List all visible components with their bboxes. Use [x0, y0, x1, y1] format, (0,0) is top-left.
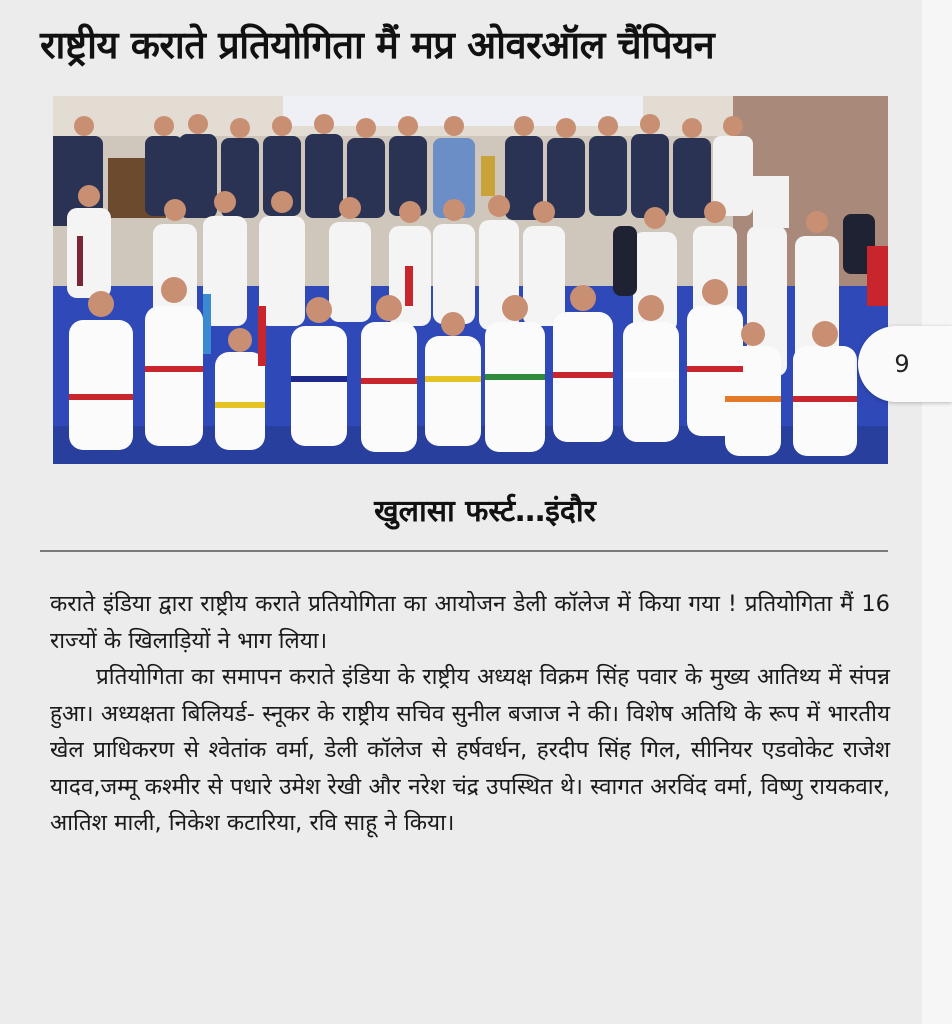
- dateline: खुलासा फर्स्ट…इंदौर: [374, 494, 596, 529]
- headline: राष्ट्रीय कराते प्रतियोगिता मैं मप्र ओवरऑल चैंपियन: [40, 23, 715, 67]
- divider: [40, 550, 888, 552]
- article-body: [50, 586, 890, 842]
- page-number-badge: [858, 326, 952, 402]
- group-photo: [53, 96, 888, 464]
- banner: [283, 96, 643, 126]
- margin-strip: [922, 0, 952, 1024]
- trophy: [481, 156, 495, 196]
- karate-team-photo: [53, 96, 888, 464]
- article-paragraph: कराते इंडिया द्वारा राष्ट्रीय कराते प्रतियोगिता का आयोजन डेली कॉलेज में किया गया ! प्रतियोगिता मैं 16 राज्यों के खिलाड़ियों ने भाग लिया।: [50, 591, 890, 654]
- page-number: 9: [894, 350, 910, 378]
- article-paragraph: प्रतियोगिता का समापन कराते इंडिया के राष्ट्रीय अध्यक्ष विक्रम सिंह पवार के मुख्य आतिथ्य में संपन्न हुआ। अध्यक्षता बिलियर्ड- स्नूकर के राष्ट्रीय सचिव सुनील बजाज ने की। विशेष अतिथि के रूप में भारतीय खेल प्राधिकरण से श्वेतांक वर्मा, डेली कॉलेज से हर्षवर्धन, हरदीप सिंह गिल, सीनियर एडवोकेट राजेश यादव,जम्मू कश्मीर से पधारे उमेश रेखी और नरेश चंद्र उपस्थित थे। स्वागत अरविंद वर्मा, विष्णु रायकवार, आतिश माली, निकेश कटारिया, रवि साहू ने किया।: [50, 664, 890, 836]
